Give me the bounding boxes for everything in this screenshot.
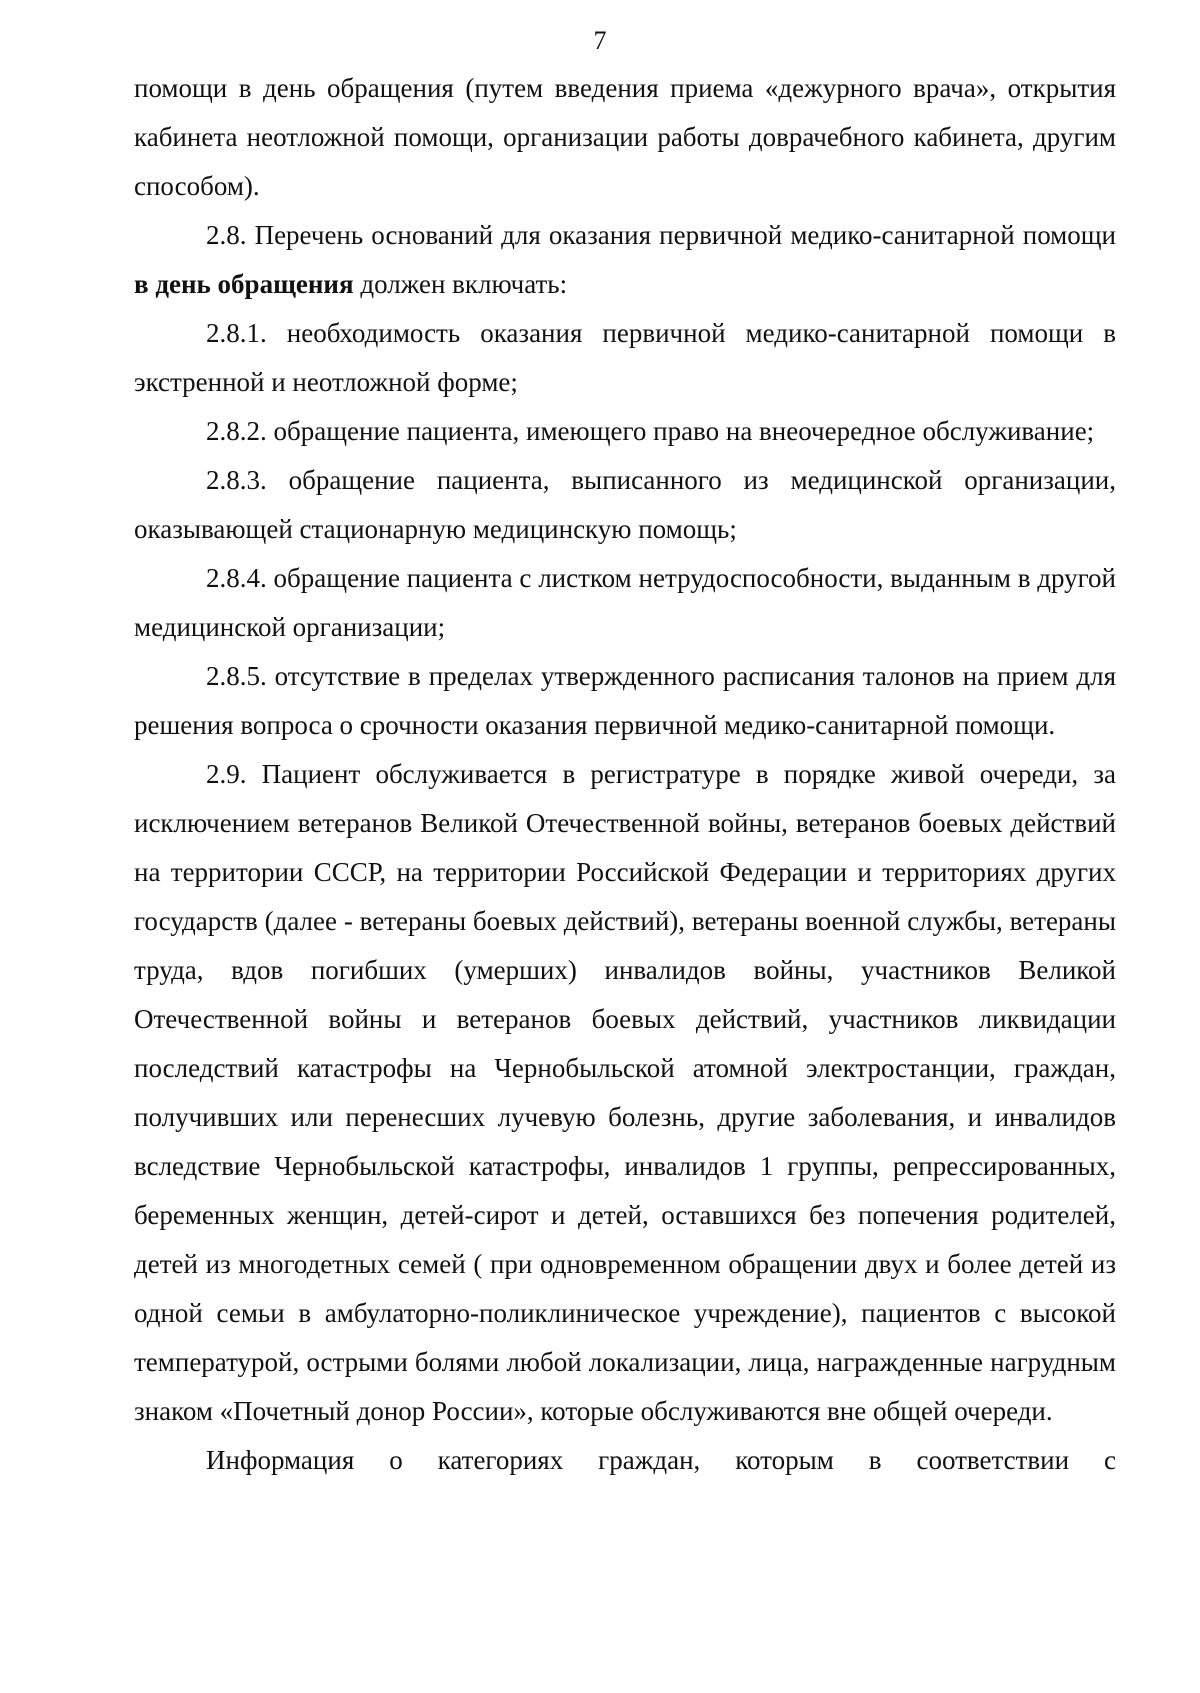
paragraph-2-8-5: 2.8.5. отсутствие в пределах утвержденного расписания талонов на прием для решения вопроса о срочности оказания первичной медико-санитарной помощи. <box>134 661 1116 740</box>
paragraph-2-8-bold: в день обращения <box>134 269 354 299</box>
paragraph-2-8-tail: должен включать: <box>353 269 568 299</box>
paragraph-continuation: помощи в день обращения (путем введения приема «дежурного врача», открытия кабинета неотложной помощи, организации работы доврачебного кабинета, другим способом). <box>134 73 1116 201</box>
page-number: 7 <box>593 26 607 55</box>
paragraph-info: Информация о категориях граждан, которым в соответствии с <box>206 1445 1116 1475</box>
paragraph-2-8-3: 2.8.3. обращение пациента, выписанного из медицинской организации, оказывающей стационарную медицинскую помощь; <box>134 465 1116 544</box>
paragraph-2-8-2: 2.8.2. обращение пациента, имеющего право на внеочередное обслуживание; <box>206 416 1095 446</box>
document-body <box>134 64 1116 1485</box>
paragraph-2-8-4: 2.8.4. обращение пациента с листком нетрудоспособности, выданным в другой медицинской организации; <box>134 563 1116 642</box>
paragraph-2-9: 2.9. Пациент обслуживается в регистратуре в порядке живой очереди, за исключением ветеранов Великой Отечественной войны, ветеранов боевых действий на территории СССР, на территории Российской Федерации и территориях других государств (далее - ветераны боевых действий), ветераны военной службы, ветераны труда, вдов погибших (умерших) инвалидов войны, участников Великой Отечественной войны и ветеранов боевых действий, участников ликвидации последствий катастрофы на Чернобыльской атомной электростанции, граждан, получивших или перенесших лучевую болезнь, другие заболевания, и инвалидов вследствие Чернобыльской катастрофы, инвалидов 1 группы, репрессированных, беременных женщин, детей-сирот и детей, оставшихся без попечения родителей, детей из многодетных семей ( при одновременном обращении двух и более детей из одной семьи в амбулаторно-поликлиническое учреждение), пациентов с высокой температурой, острыми болями любой локализации, лица, награжденные нагрудным знаком «Почетный донор России», которые обслуживаются вне общей очереди. <box>134 759 1116 1426</box>
paragraph-2-8-1: 2.8.1. необходимость оказания первичной медико-санитарной помощи в экстренной и неотложной форме; <box>134 318 1116 397</box>
paragraph-2-8-lead: 2.8. Перечень оснований для оказания первичной медико-санитарной помощи <box>206 220 1116 250</box>
paragraph-2-8 <box>134 211 1116 309</box>
